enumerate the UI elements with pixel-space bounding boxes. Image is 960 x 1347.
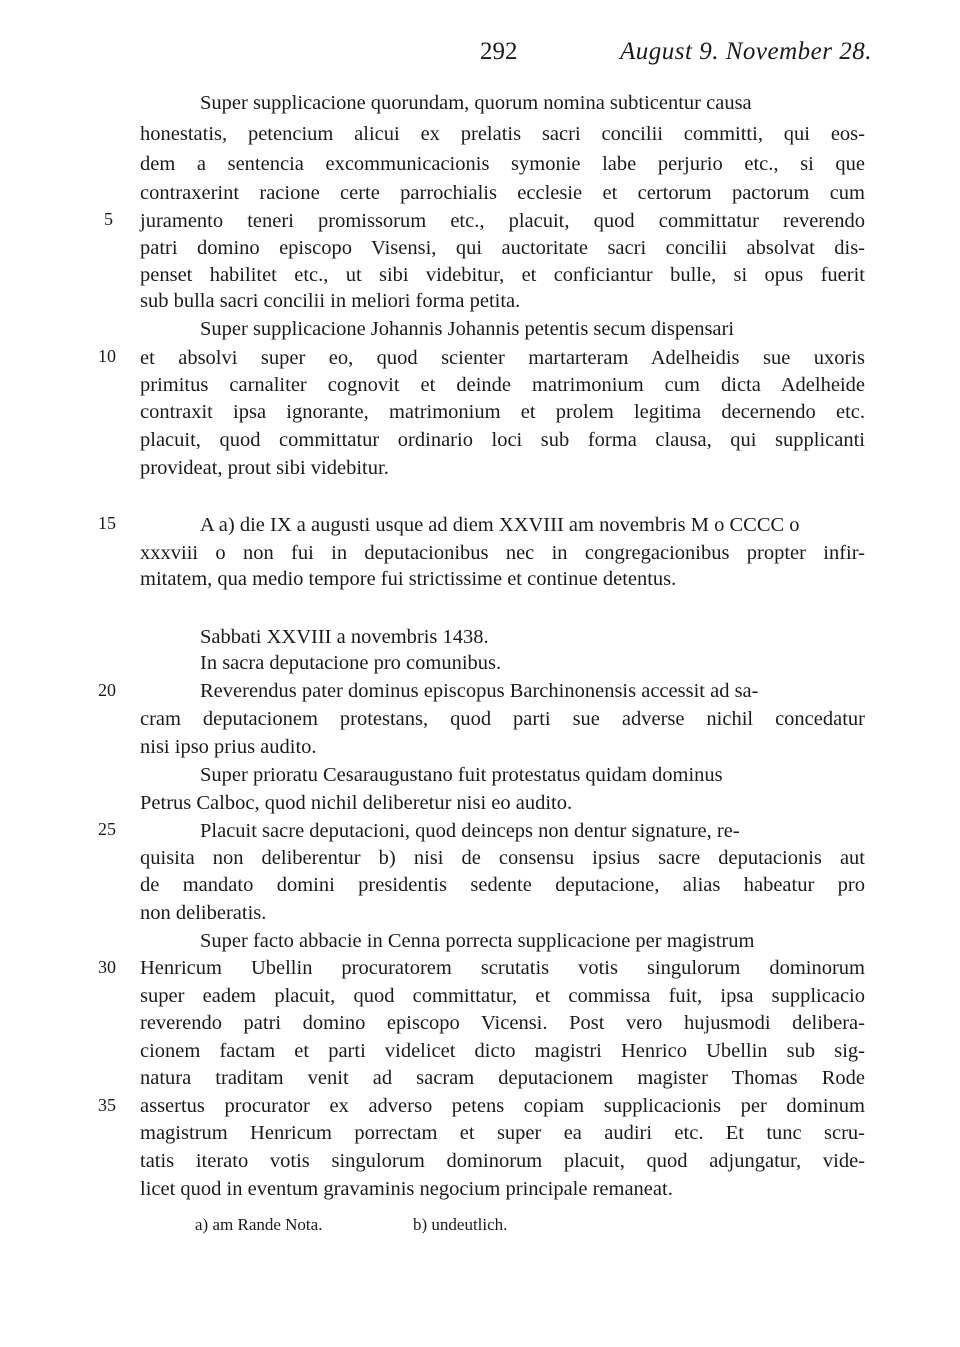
text-line: placuit, quod committatur ordinario loci sub forma clausa, qui supplicanti: [140, 429, 865, 451]
page-number: 292: [480, 38, 518, 65]
text-line: xxxviii o non fui in deputacionibus nec in congregacionibus propter infir-: [140, 542, 865, 564]
text-line: contraxerint racione certe parrochialis ecclesie et certorum pactorum cum: [140, 182, 865, 204]
text-line: patri domino episcopo Visensi, qui auctoritate sacri concilii absolvat dis-: [140, 237, 865, 259]
text-line: Super supplicacione quorundam, quorum nomina subticentur causa: [200, 92, 752, 114]
text-line: mitatem, qua medio tempore fui strictissime et continue detentus.: [140, 568, 677, 590]
text-line: honestatis, petencium alicui ex prelatis sacri concilii committi, qui eos-: [140, 123, 865, 145]
line-number: 30: [98, 957, 116, 977]
line-number: 15: [98, 513, 116, 533]
page-header: [0, 38, 960, 78]
text-line: cram deputacionem protestans, quod parti sue adverse nichil concedatur: [140, 708, 865, 730]
text-line: penset habilitet etc., ut sibi videbitur, et conficiantur bulle, si opus fuerit: [140, 264, 865, 286]
text-line: Super prioratu Cesaraugustano fuit protestatus quidam dominus: [200, 764, 723, 786]
text-line: Henricum Ubellin procuratorem scrutatis votis singulorum dominorum: [140, 957, 865, 979]
line-number: 5: [104, 209, 113, 229]
text-line: Petrus Calboc, quod nichil deliberetur nisi eo audito.: [140, 792, 573, 814]
text-line: magistrum Henricum porrectam et super ea audiri etc. Et tunc scru-: [140, 1122, 865, 1144]
text-line: nisi ipso prius audito.: [140, 736, 317, 758]
text-line: cionem factam et parti videlicet dicto magistri Henrico Ubellin sub sig-: [140, 1040, 865, 1062]
text-line: primitus carnaliter cognovit et deinde matrimonium cum dicta Adelheide: [140, 374, 865, 396]
text-line: tatis iterato votis singulorum dominorum placuit, quod adjungatur, vide-: [140, 1150, 865, 1172]
text-line: Super supplicacione Johannis Johannis petentis secum dispensari: [200, 318, 735, 340]
entry-date: Sabbati XXVIII a novembris 1438.: [200, 626, 489, 648]
running-head: August 9. November 28.: [620, 38, 872, 65]
text-line: juramento teneri promissorum etc., placuit, quod committatur reverendo: [140, 210, 865, 232]
line-number: 10: [98, 346, 116, 366]
text-line: assertus procurator ex adverso petens copiam supplicacionis per dominum: [140, 1095, 865, 1117]
text-line: reverendo patri domino episcopo Vicensi. Post vero hujusmodi delibera-: [140, 1012, 865, 1034]
text-line: Reverendus pater dominus episcopus Barchinonensis accessit ad sa-: [200, 680, 759, 702]
text-line: et absolvi super eo, quod scienter martarteram Adelheidis sue uxoris: [140, 347, 865, 369]
line-number: 35: [98, 1095, 116, 1115]
text-line: sub bulla sacri concilii in meliori forma petita.: [140, 290, 521, 312]
text-line: super eadem placuit, quod committatur, et commissa fuit, ipsa supplicacio: [140, 985, 865, 1007]
text-line: natura traditam venit ad sacram deputacionem magister Thomas Rode: [140, 1067, 865, 1089]
text-line: Placuit sacre deputacioni, quod deinceps non dentur signature, re-: [200, 820, 740, 842]
footnote-a: a) am Rande Nota.: [195, 1215, 323, 1234]
text-line: quisita non deliberentur b) nisi de consensu ipsius sacre deputacionis aut: [140, 847, 865, 869]
footnote-b: b) undeutlich.: [413, 1215, 508, 1234]
text-line: de mandato domini presidentis sedente deputacione, alias habeatur pro: [140, 874, 865, 896]
entry-heading: In sacra deputacione pro comunibus.: [200, 652, 502, 674]
text-line: Super facto abbacie in Cenna porrecta supplicacione per magistrum: [200, 930, 755, 952]
text-line: A a) die IX a augusti usque ad diem XXVIII am novembris M o CCCC o: [200, 514, 800, 536]
text-line: provideat, prout sibi videbitur.: [140, 457, 389, 479]
text-line: non deliberatis.: [140, 902, 267, 924]
line-number: 25: [98, 819, 116, 839]
line-number: 20: [98, 680, 116, 700]
text-line: licet quod in eventum gravaminis negocium principale remaneat.: [140, 1178, 673, 1200]
text-line: contraxit ipsa ignorante, matrimonium et prolem legitima decernendo etc.: [140, 401, 865, 423]
text-line: dem a sentencia excommunicacionis symonie labe perjurio etc., si que: [140, 153, 865, 175]
